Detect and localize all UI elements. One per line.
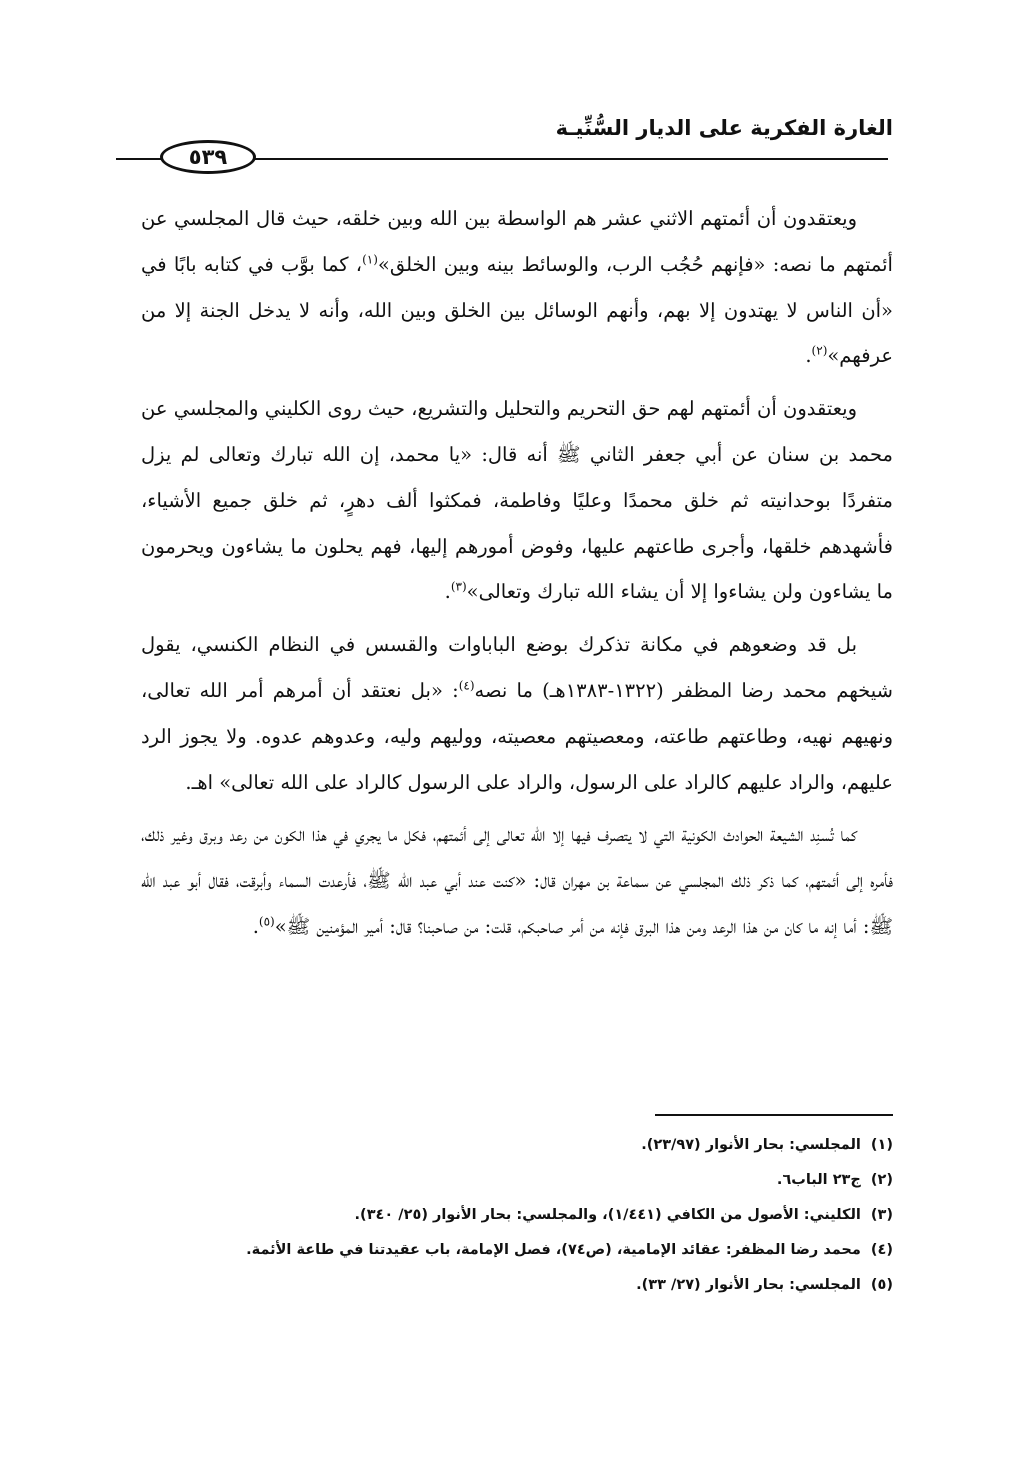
running-header-title: الغارة الفكرية على الديار السُّنِّيـة — [555, 116, 893, 140]
paragraph-text: كما تُسنِد الشيعة الحوادث الكونية التي لا يتصرف فيها إلا الله تعالى إلى أئمتهم، فكل ما يجري في هذا الكون من رعد وبرق وغير ذلك، فأمره إلى أئمتهم، كما ذكر ذلك المجلسي عن سماعة بن مهران قال: «كنت عند أبي عبد الله ﷺ، فأرعدت السماء وأبرقت، فقال أبو عبد الله ﷺ: أما إنه ما كان من هذا الرعد ومن هذا البرق فإنه من أمر صاحبكم، قلت: من صاحبنا؟ قال: أمير المؤمنين ﷺ» — [141, 823, 893, 938]
footnote-number: (٤) — [870, 1242, 893, 1258]
footnote-number: (١) — [870, 1137, 893, 1153]
paragraph-text: بل قد وضعوهم في مكانة تذكرك بوضع الباباوات والقسس في النظام الكنسي، يقول شيخهم محمد رضا المظفر (١٣٢٢-١٣٨٣هـ) ما نصه — [141, 633, 893, 702]
footnote-1 — [141, 1128, 893, 1163]
footnote-2 — [141, 1163, 893, 1198]
footnote-text: المجلسي: بحار الأنوار (٢٣/٩٧). — [641, 1137, 861, 1153]
footnote-ref-3[interactable]: (٣) — [450, 579, 467, 594]
footnotes — [141, 1128, 893, 1303]
page-number: ٥٣٩ — [188, 145, 228, 169]
footnote-ref-1[interactable]: (١) — [362, 252, 378, 267]
footnote-number: (٢) — [870, 1172, 893, 1188]
footnote-number: (٣) — [870, 1207, 893, 1223]
paragraph-2 — [141, 386, 893, 615]
footnote-text: الكليني: الأصول من الكافي (١/٤٤١)، والمجلسي: بحار الأنوار (٢٥/ ٣٤٠). — [354, 1207, 861, 1223]
footnote-text: المجلسي: بحار الأنوار (٢٧/ ٣٣). — [636, 1277, 861, 1293]
footnote-text: محمد رضا المظفر: عقائد الإمامية، (ص٧٤)، فصل الإمامة، باب عقيدتنا في طاعة الأئمة. — [246, 1242, 861, 1258]
footnote-4 — [141, 1233, 893, 1268]
paragraph-text: . — [444, 580, 451, 604]
footnote-5 — [141, 1268, 893, 1303]
paragraph-text: ويعتقدون أن أئمتهم لهم حق التحريم والتحليل والتشريع، حيث روى الكليني والمجلسي عن محمد بن سنان عن أبي جعفر الثاني ﷺ أنه قال: «يا محمد، إن الله تبارك وتعالى لم يزل متفردًا بوحدانيته ثم خلق محمدًا وعليًا وفاطمة، فمكثوا ألف دهرٍ، ثم خلق جميع الأشياء، فأشهدهم خلقها، وأجرى طاعتهم عليها، وفوض أمورهم إليها، فهم يحلون ما يشاءون ويحرمون ما يشاءون ولن يشاءوا إلا أن يشاء الله تبارك وتعالى» — [141, 397, 893, 604]
page-number-badge — [160, 140, 256, 174]
paragraph-text: ويعتقدون أن أئمتهم الاثني عشر هم الواسطة بين الله وبين خلقه، حيث قال المجلسي عن أئمتهم ما نصه: «فإنهم حُجُب الرب، والوسائط بينه وبين الخلق» — [141, 207, 893, 276]
paragraph-4 — [141, 812, 893, 949]
footnote-3 — [141, 1198, 893, 1233]
footnote-ref-5[interactable]: (٥) — [258, 914, 275, 929]
footnote-ref-2[interactable]: (٢) — [811, 343, 828, 358]
footnote-text: ج٢٣ الباب٦. — [776, 1172, 861, 1188]
paragraph-3 — [141, 622, 893, 805]
footnote-ref-4[interactable]: (٤) — [458, 678, 475, 693]
main-text — [141, 196, 893, 950]
paragraph-text: ، كما بوَّب في كتابه بابًا في «أن الناس لا يهتدون إلا بهم، وأنهم الوسائل بين الخلق وبين الله، وأنه لا يدخل الجنة إلا من عرفهم» — [141, 252, 893, 368]
paragraph-text: . — [252, 914, 259, 938]
paragraph-text: : «بل نعتقد أن أمرهم أمر الله تعالى، ونهيهم نهيه، وطاعتهم طاعته، ومعصيتهم معصيته، ووليهم وليه، وعدوهم عدوه. ولا يجوز الرد عليهم، والراد عليهم كالراد على الرسول، والراد على الرسول كالراد على الله تعالى» اهـ. — [141, 678, 893, 794]
paragraph-text: . — [805, 344, 812, 368]
paragraph-1 — [141, 196, 893, 379]
footnote-number: (٥) — [870, 1277, 893, 1293]
footnote-divider — [655, 1114, 893, 1116]
